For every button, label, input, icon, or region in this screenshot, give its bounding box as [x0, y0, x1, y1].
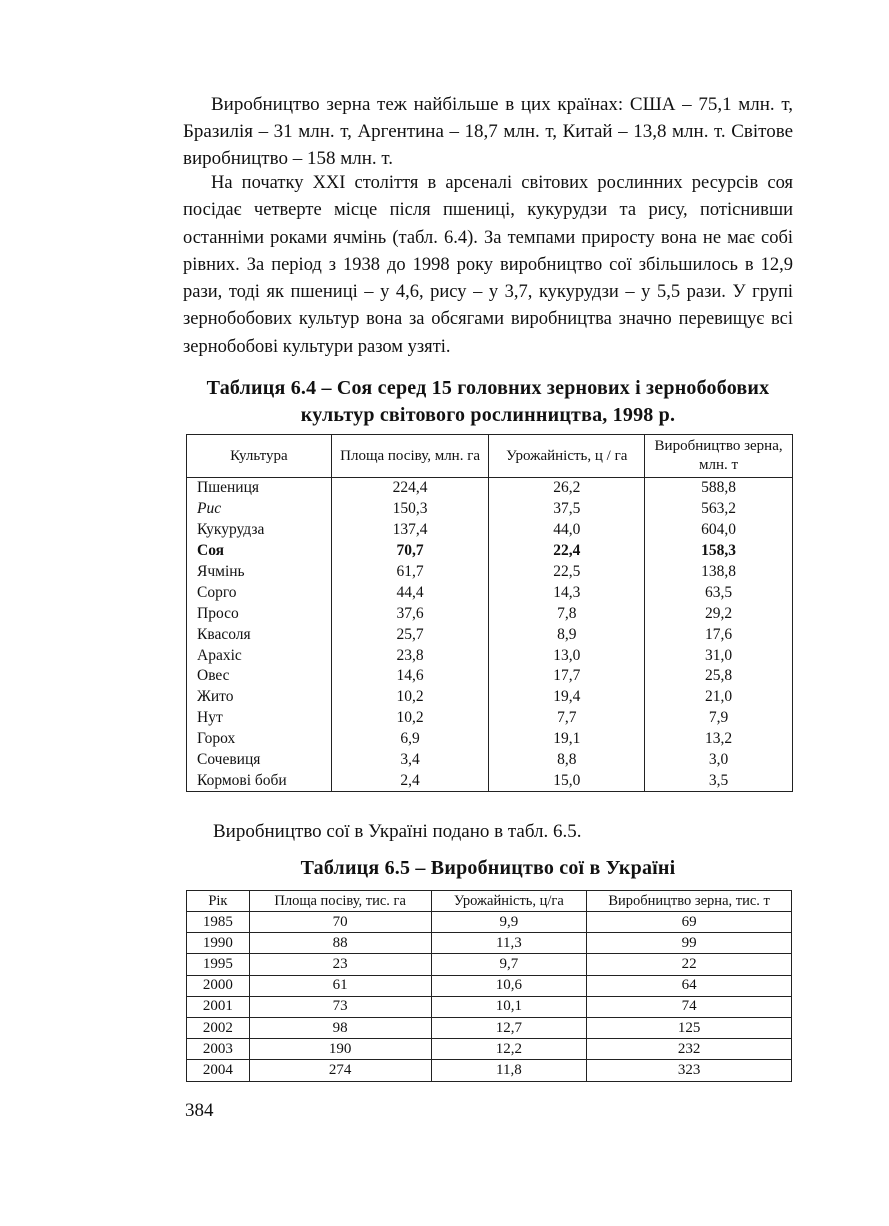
cell-production: 17,6	[645, 624, 793, 645]
cell-area: 3,4	[331, 750, 489, 771]
cell-production: 323	[587, 1060, 792, 1081]
paragraph-ukraine-ref: Виробництво сої в Україні подано в табл. 6.5.	[213, 821, 582, 842]
cell-area: 6,9	[331, 729, 489, 750]
cell-production: 69	[587, 912, 792, 933]
table-6-5	[186, 890, 792, 1082]
cell-yield: 12,2	[431, 1039, 587, 1060]
cell-yield: 7,8	[489, 603, 645, 624]
cell-yield: 13,0	[489, 645, 645, 666]
table-6-4-caption: Таблиця 6.4 – Соя серед 15 головних зернових і зернобобових культур світового рослинництва, 1998 р.	[206, 377, 770, 426]
table-header-row	[187, 435, 793, 478]
cell-area: 88	[249, 933, 431, 954]
cell-yield: 22,4	[489, 541, 645, 562]
cell-area: 73	[249, 996, 431, 1017]
cell-area: 10,2	[331, 708, 489, 729]
cell-production: 125	[587, 1017, 792, 1038]
cell-area: 224,4	[331, 478, 489, 499]
table-6-4	[186, 434, 793, 792]
cell-year: 2004	[187, 1060, 250, 1081]
paragraph-grain-production: Виробництво зерна теж найбільше в цих країнах: США – 75,1 млн. т, Бразилія – 31 млн. т, Аргентина – 18,7 млн. т, Китай – 13,8 млн. т. Світове виробництво – 158 млн. т.	[183, 94, 793, 169]
cell-area: 23	[249, 954, 431, 975]
cell-area: 61,7	[331, 562, 489, 583]
col-header-production: Виробництво зерна, млн. т	[645, 435, 793, 478]
cell-production: 29,2	[645, 603, 793, 624]
cell-year: 2000	[187, 975, 250, 996]
table-row	[187, 603, 793, 624]
cell-crop: Просо	[187, 603, 332, 624]
cell-production: 138,8	[645, 562, 793, 583]
cell-crop: Горох	[187, 729, 332, 750]
cell-area: 98	[249, 1017, 431, 1038]
cell-year: 2001	[187, 996, 250, 1017]
table-row	[187, 708, 793, 729]
cell-crop: Сочевиця	[187, 750, 332, 771]
cell-production: 99	[587, 933, 792, 954]
cell-year: 1990	[187, 933, 250, 954]
cell-area: 2,4	[331, 770, 489, 791]
cell-production: 3,5	[645, 770, 793, 791]
cell-production: 563,2	[645, 499, 793, 520]
cell-yield: 22,5	[489, 562, 645, 583]
cell-area: 70	[249, 912, 431, 933]
cell-crop: Соя	[187, 541, 332, 562]
cell-year: 1985	[187, 912, 250, 933]
cell-yield: 17,7	[489, 666, 645, 687]
cell-yield: 11,3	[431, 933, 587, 954]
table-row	[187, 770, 793, 791]
cell-crop: Кукурудза	[187, 520, 332, 541]
cell-yield: 26,2	[489, 478, 645, 499]
cell-crop: Овес	[187, 666, 332, 687]
table-row	[187, 478, 793, 499]
cell-area: 137,4	[331, 520, 489, 541]
cell-area: 44,4	[331, 582, 489, 603]
col-header-area: Площа посіву, млн. га	[331, 435, 489, 478]
table-row	[187, 912, 792, 933]
col-header-area: Площа посіву, тис. га	[249, 891, 431, 912]
cell-production: 232	[587, 1039, 792, 1060]
table-header-row	[187, 891, 792, 912]
cell-yield: 37,5	[489, 499, 645, 520]
cell-yield: 10,1	[431, 996, 587, 1017]
col-header-crop: Культура	[187, 435, 332, 478]
cell-area: 10,2	[331, 687, 489, 708]
table-row	[187, 499, 793, 520]
cell-area: 150,3	[331, 499, 489, 520]
cell-yield: 10,6	[431, 975, 587, 996]
cell-area: 70,7	[331, 541, 489, 562]
cell-production: 21,0	[645, 687, 793, 708]
cell-yield: 7,7	[489, 708, 645, 729]
cell-year: 2003	[187, 1039, 250, 1060]
page-number: 384	[185, 1100, 214, 1121]
cell-production: 158,3	[645, 541, 793, 562]
cell-production: 3,0	[645, 750, 793, 771]
table-row	[187, 582, 793, 603]
cell-yield: 14,3	[489, 582, 645, 603]
table-row	[187, 933, 792, 954]
cell-production: 604,0	[645, 520, 793, 541]
table-row	[187, 624, 793, 645]
cell-yield: 19,1	[489, 729, 645, 750]
table-row	[187, 645, 793, 666]
cell-yield: 11,8	[431, 1060, 587, 1081]
cell-production: 74	[587, 996, 792, 1017]
cell-crop: Арахіс	[187, 645, 332, 666]
cell-crop: Пшениця	[187, 478, 332, 499]
cell-yield: 9,7	[431, 954, 587, 975]
cell-yield: 8,9	[489, 624, 645, 645]
table-row	[187, 1039, 792, 1060]
cell-production: 25,8	[645, 666, 793, 687]
table-row	[187, 687, 793, 708]
table-row	[187, 562, 793, 583]
table-row	[187, 541, 793, 562]
table-row	[187, 1017, 792, 1038]
cell-production: 588,8	[645, 478, 793, 499]
cell-yield: 12,7	[431, 1017, 587, 1038]
cell-crop: Сорго	[187, 582, 332, 603]
col-header-yield: Урожайність, ц / га	[489, 435, 645, 478]
cell-yield: 19,4	[489, 687, 645, 708]
table-row	[187, 750, 793, 771]
table-row	[187, 996, 792, 1017]
cell-area: 14,6	[331, 666, 489, 687]
cell-year: 1995	[187, 954, 250, 975]
cell-area: 25,7	[331, 624, 489, 645]
cell-production: 22	[587, 954, 792, 975]
cell-production: 31,0	[645, 645, 793, 666]
cell-crop: Кормові боби	[187, 770, 332, 791]
table-6-5-caption: Таблиця 6.5 – Виробництво сої в Україні	[300, 857, 676, 879]
cell-area: 61	[249, 975, 431, 996]
cell-area: 23,8	[331, 645, 489, 666]
cell-crop: Квасоля	[187, 624, 332, 645]
table-6-4-body	[187, 478, 793, 792]
table-row	[187, 666, 793, 687]
table-6-5-body	[187, 912, 792, 1082]
cell-production: 64	[587, 975, 792, 996]
cell-production: 13,2	[645, 729, 793, 750]
col-header-production: Виробництво зерна, тис. т	[587, 891, 792, 912]
col-header-year: Рік	[187, 891, 250, 912]
col-header-yield: Урожайність, ц/га	[431, 891, 587, 912]
cell-crop: Ячмінь	[187, 562, 332, 583]
table-row	[187, 954, 792, 975]
cell-year: 2002	[187, 1017, 250, 1038]
cell-crop: Рис	[187, 499, 332, 520]
cell-crop: Нут	[187, 708, 332, 729]
cell-area: 190	[249, 1039, 431, 1060]
cell-production: 7,9	[645, 708, 793, 729]
cell-yield: 15,0	[489, 770, 645, 791]
table-row	[187, 975, 792, 996]
cell-yield: 44,0	[489, 520, 645, 541]
table-row	[187, 520, 793, 541]
cell-yield: 8,8	[489, 750, 645, 771]
table-row	[187, 729, 793, 750]
cell-area: 37,6	[331, 603, 489, 624]
paragraph-soy-ranking: На початку XXI століття в арсеналі світових рослинних ресурсів соя посідає четверте місце після пшениці, кукурудзи та рису, потіснивши останніми роками ячмінь (табл. 6.4). За темпами приросту вона не має собі рівних. За період з 1938 до 1998 року виробництво сої збільшилось в 12,9 рази, тоді як пшениці – у 4,6, рису – у 3,7, кукурудзи – у 5,5 рази. У групі зернобобових культур вона за обсягами виробництва значно перевищує всі зернобобові культури разом узяті.	[183, 173, 793, 357]
cell-production: 63,5	[645, 582, 793, 603]
cell-area: 274	[249, 1060, 431, 1081]
cell-yield: 9,9	[431, 912, 587, 933]
table-row	[187, 1060, 792, 1081]
cell-crop: Жито	[187, 687, 332, 708]
